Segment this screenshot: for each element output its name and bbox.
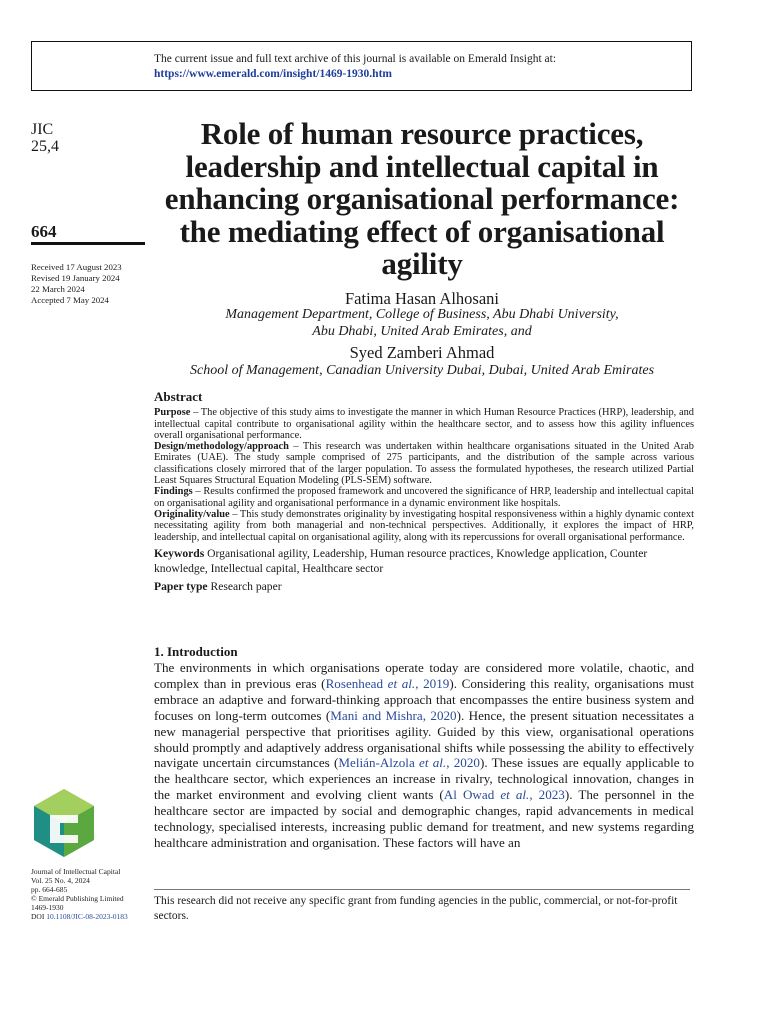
submission-dates bbox=[31, 262, 122, 306]
doi-line bbox=[31, 913, 128, 922]
findings-text: – Results confirmed the proposed framework and uncovered the significance of HRP, leadership and intellectual capital on organisational agility and organisational performance in a dynamic environment like hospitals. bbox=[154, 486, 694, 509]
footnote-rule bbox=[154, 889, 690, 890]
keywords-label: Keywords bbox=[154, 546, 205, 560]
date-accepted: Accepted 7 May 2024 bbox=[31, 295, 109, 305]
volume-info: Vol. 25 No. 4, 2024 bbox=[31, 875, 90, 885]
design-label: Design/methodology/approach bbox=[154, 441, 289, 453]
publication-info bbox=[31, 868, 128, 921]
journal-url-link[interactable]: https://www.emerald.com/insight/1469-1930.htm bbox=[154, 68, 392, 80]
abstract-originality bbox=[154, 509, 694, 543]
introduction-paragraph bbox=[154, 660, 694, 851]
citation-link[interactable]: Mani and Mishra, 2020 bbox=[330, 707, 457, 723]
doi-label: DOI bbox=[31, 911, 47, 921]
abstract-heading: Abstract bbox=[154, 389, 203, 404]
body-text: ). Considering this reality, organisations must embrace an adaptive and forward-thinking approach that encompasses the entire business system and focuses on long-term outcomes ( bbox=[154, 675, 695, 723]
abstract-section bbox=[154, 391, 694, 594]
purpose-label: Purpose bbox=[154, 407, 191, 419]
author-name: Fatima Hasan Alhosani bbox=[345, 289, 499, 308]
abstract-keywords bbox=[154, 546, 694, 576]
abstract-purpose bbox=[154, 407, 694, 441]
journal-name: Journal of Intellectual Capital bbox=[31, 867, 121, 876]
body-text: ). The personnel in the healthcare sector are impacted by social and demographic changes, rapid advancements in medical technology, specialised interests, increasing public demand for treatment, and new systems regarding healthcare administration and organisation. These factors will have an bbox=[154, 787, 695, 850]
journal-abbrev: JIC bbox=[31, 121, 54, 138]
citation-link[interactable]: Melián-Alzola et al., 2020 bbox=[338, 755, 480, 771]
purpose-text: – The objective of this study aims to investigate the manner in which Human Resource Practices (HRP), leadership, and intellectual capital contribute to organisational agility within the healthcare sector, and to assess how this agility influences overall organisational performance. bbox=[154, 407, 694, 441]
volume-issue: 25,4 bbox=[31, 138, 59, 155]
keywords-text: Organisational agility, Leadership, Human resource practices, Knowledge application, Counter knowledge, Intellectual capital, Healthcare sector bbox=[154, 546, 648, 575]
author-affiliation: School of Management, Canadian University Dubai, Dubai, United Arab Emirates bbox=[189, 363, 655, 378]
citation-link[interactable]: Rosenhead et al., 2019 bbox=[325, 675, 450, 691]
abstract-paper-type bbox=[154, 579, 694, 594]
author-affiliation: Management Department, College of Business, Abu Dhabi University, bbox=[225, 307, 619, 322]
funding-footnote: This research did not receive any specific grant from funding agencies in the public, commercial, or not-for-profit sectors. bbox=[154, 895, 678, 922]
page-range: pp. 664-685 bbox=[31, 884, 68, 894]
findings-label: Findings bbox=[154, 486, 193, 498]
introduction-heading: 1. Introduction bbox=[154, 644, 238, 659]
page-number-rule bbox=[31, 242, 145, 245]
citation-link[interactable]: Al Owad et al., 2023 bbox=[443, 787, 565, 803]
date-received: Received 17 August 2023 bbox=[31, 262, 122, 272]
author-affiliation: Abu Dhabi, United Arab Emirates, and bbox=[312, 324, 532, 339]
paper-type-text: Research paper bbox=[207, 579, 282, 593]
article-title: Role of human resource practices, leadership and intellectual capital in enhancing organisational performance: the mediating effect of organisational agility bbox=[164, 116, 680, 281]
body-text: ). Hence, the present situation necessitates a new managerial perspective that prioritises agility. Guided by this view, organisational operations should promptly and adaptively address organisational shifts while possessing the ability to effectively navigate uncertain circumstances ( bbox=[154, 707, 695, 771]
page-number: 664 bbox=[31, 222, 57, 241]
design-text: – This research was undertaken within healthcare organisations situated in the United Arab Emirates (UAE). The study sample comprised of 275 participants, and the distribution of the sample across various classifications closely mirrored that of the larger population. To assess the formulated hypotheses, the research utilized Partial Least Squares Structural Equation Modeling (PLS-SEM) software. bbox=[154, 441, 694, 487]
introduction-section bbox=[154, 644, 694, 851]
abstract-design bbox=[154, 441, 694, 486]
issn: 1469-1930 bbox=[31, 902, 64, 912]
author-name: Syed Zamberi Ahmad bbox=[349, 343, 495, 362]
body-text: ). These issues are equally applicable to the healthcare sector, which experiences an increase in rivalry, technological innovation, changes in the market environment and evolving client wants ( bbox=[154, 755, 695, 803]
date-revised-1: Revised 19 January 2024 bbox=[31, 273, 120, 283]
access-notice-text: The current issue and full text archive of this journal is available on Emerald Insight at: bbox=[154, 53, 557, 65]
journal-code bbox=[31, 121, 59, 155]
publisher: © Emerald Publishing Limited bbox=[31, 893, 124, 903]
date-revised-2: 22 March 2024 bbox=[31, 284, 85, 294]
originality-label: Originality/value bbox=[154, 508, 230, 520]
originality-text: – This study demonstrates originality by investigating hospital responsiveness within a highly dynamic context necessitating agility from both managerial and non-technical perspectives. Additionally, it explores the impact of HRP, leadership, and intellectual capital on organisational agility, along with its repercussions for overall organisational performance. bbox=[154, 508, 694, 543]
access-notice-box bbox=[31, 41, 692, 91]
body-text: The environments in which organisations operate today are considered more volatile, chaotic, and complex than in previous eras ( bbox=[154, 660, 694, 691]
paper-type-label: Paper type bbox=[154, 579, 208, 593]
doi-link[interactable]: 10.1108/JIC-08-2023-0183 bbox=[46, 911, 128, 921]
journal-logo-icon bbox=[32, 787, 96, 859]
abstract-findings bbox=[154, 486, 694, 509]
